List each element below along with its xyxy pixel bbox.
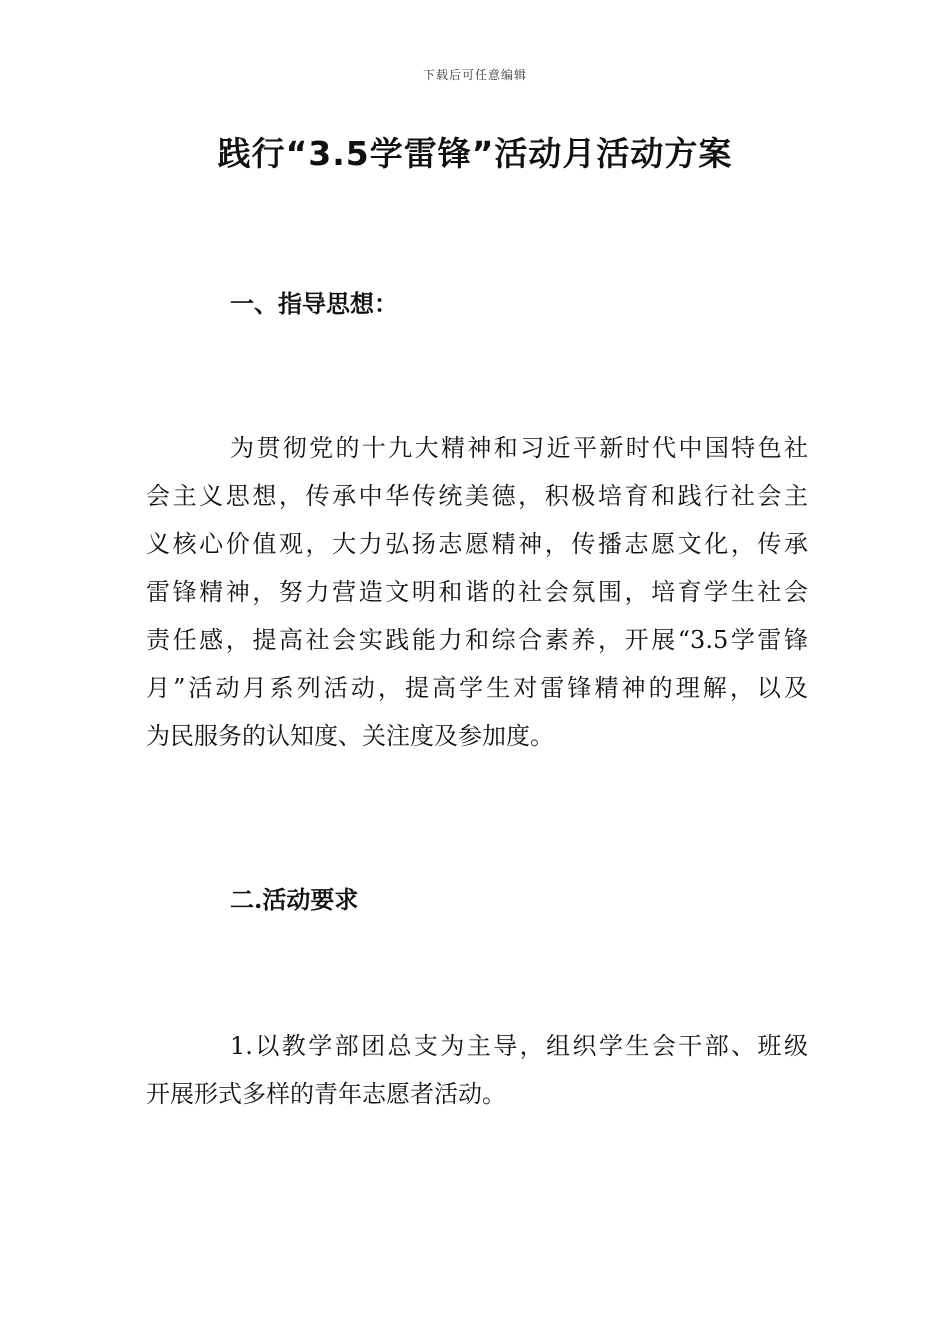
- paragraph-line: 会主义思想，传承中华传统美德，积极培育和践行社会主: [146, 482, 808, 510]
- section-heading-guiding-ideology: 一、指导思想：: [230, 289, 398, 318]
- paragraph-line: 月”活动月系列活动，提高学生对雷锋精神的理解，以及: [146, 674, 808, 702]
- paragraph-line: 为贯彻党的十九大精神和习近平新时代中国特色社: [230, 434, 808, 462]
- paragraph-line: 为民服务的认知度、关注度及参加度。: [146, 722, 554, 750]
- paragraph-line: 责任感，提高社会实践能力和综合素养，开展“3.5学雷锋: [146, 626, 808, 654]
- guiding-ideology-paragraph: [146, 424, 808, 760]
- requirement-item-1: [146, 1022, 808, 1118]
- paragraph-line: 1.以教学部团总支为主导，组织学生会干部、班级: [230, 1032, 808, 1060]
- document-title: 践行“3.5学雷锋”活动月活动方案: [217, 134, 733, 173]
- paragraph-line: 雷锋精神，努力营造文明和谐的社会氛围，培育学生社会: [146, 578, 808, 606]
- section-heading-activity-requirements: 二.活动要求: [230, 885, 359, 914]
- paragraph-line: 开展形式多样的青年志愿者活动。: [146, 1080, 506, 1108]
- header-note: 下载后可任意编辑: [422, 68, 527, 82]
- paragraph-line: 义核心价值观，大力弘扬志愿精神，传播志愿文化，传承: [146, 530, 808, 558]
